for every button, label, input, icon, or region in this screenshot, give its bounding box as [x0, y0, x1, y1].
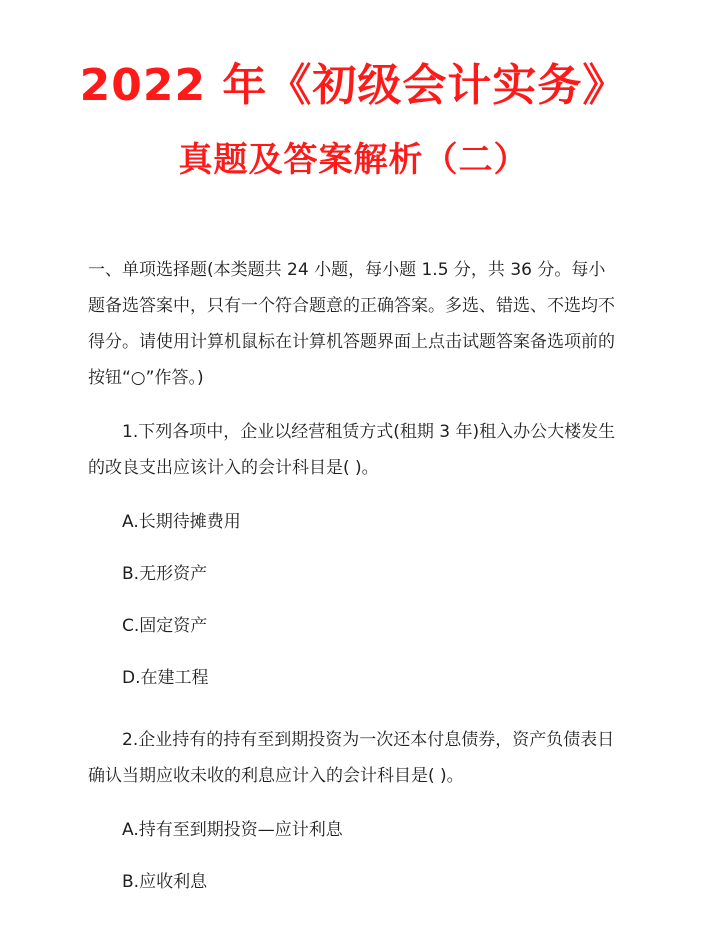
question-2-options: [88, 804, 620, 908]
document-subtitle: 真题及答案解析（二）: [178, 140, 529, 180]
question-1-option-a: A.长期待摊费用: [122, 512, 241, 532]
question-2-option-a: A.持有至到期投资—应计利息: [122, 820, 343, 840]
question-1-option-c: C.固定资产: [122, 616, 208, 636]
question-1-option-b: B.无形资产: [122, 564, 208, 584]
question-1-options: [88, 496, 620, 704]
question-2-stem: 2.企业持有的持有至到期投资为一次还本付息债券，资产负债表日确认当期应收未收的利息应计入的会计科目是( )。: [88, 730, 615, 786]
question-2-option-b: B.应收利息: [122, 872, 208, 892]
question-1-stem: 1.下列各项中，企业以经营租赁方式(租期 3 年)租入办公大楼发生的改良支出应该计入的会计科目是( )。: [88, 422, 616, 478]
document-body: [88, 252, 620, 908]
section-intro: 一、单项选择题(本类题共 24 小题，每小题 1.5 分，共 36 分。每小题备选答案中，只有一个符合题意的正确答案。多选、错选、不选均不得分。请使用计算机鼠标在计算机答题界面上点击试题答案备选项前的按钮“○”作答。): [88, 260, 615, 388]
document-title: 2022 年《初级会计实务》: [79, 60, 628, 111]
question-1-option-d: D.在建工程: [122, 668, 209, 688]
